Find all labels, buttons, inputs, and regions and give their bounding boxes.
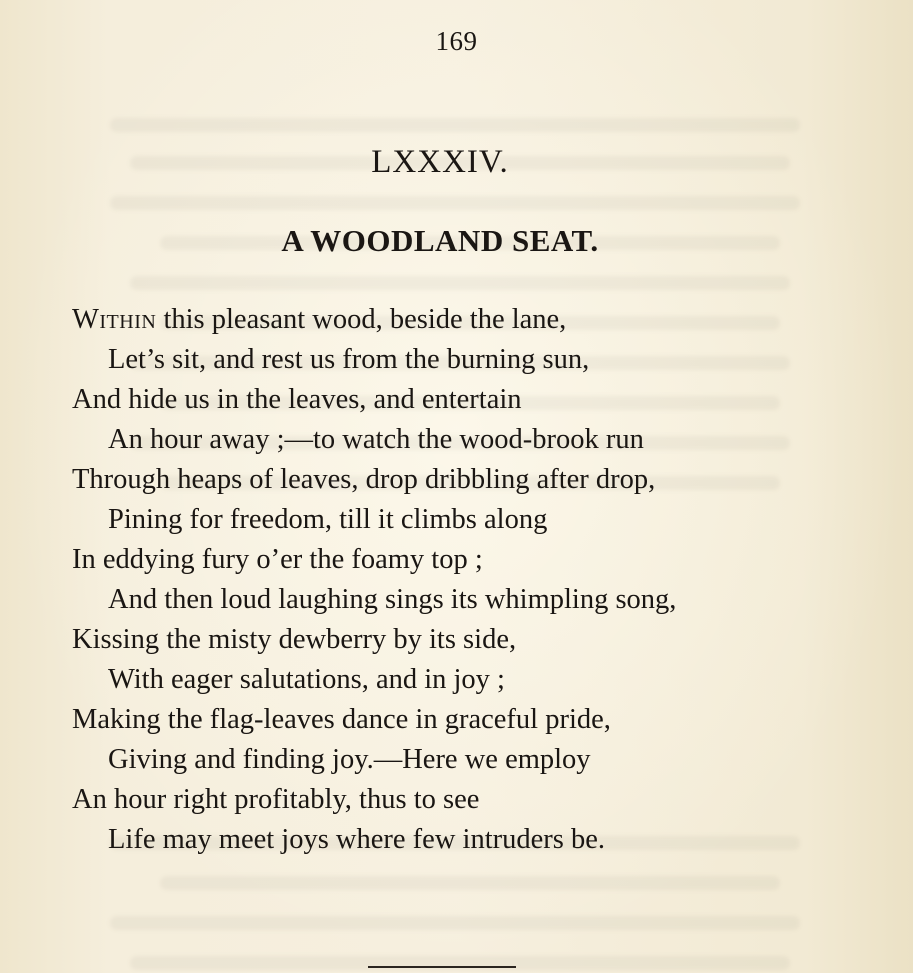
poem-line (72, 300, 892, 340)
poem-line: Pining for freedom, till it climbs along (108, 504, 548, 535)
poem-first-line-rest: this pleasant wood, beside the lane, (156, 304, 567, 335)
poem-line: Through heaps of leaves, drop dribbling after drop, (72, 464, 656, 495)
poem-line: Making the flag-leaves dance in graceful pride, (72, 704, 611, 735)
poem-line: An hour right profitably, thus to see (72, 784, 480, 815)
poem-line: And then loud laughing sings its whimpling song, (108, 584, 677, 615)
poem-line: Let’s sit, and rest us from the burning sun, (108, 344, 590, 375)
poem-title: A WOODLAND SEAT. (281, 223, 599, 258)
poem-body (72, 300, 892, 860)
poem-line: An hour away ;—to watch the wood-brook run (108, 424, 644, 455)
poem-line: With eager salutations, and in joy ; (108, 664, 505, 695)
page-number: 169 (435, 26, 478, 56)
chapter-number: LXXXIV. (371, 144, 509, 180)
poem-line: In eddying fury o’er the foamy top ; (72, 544, 483, 575)
poem-line: Life may meet joys where few intruders be. (108, 824, 605, 855)
poem-first-word: Within (72, 304, 157, 335)
poem-line: And hide us in the leaves, and entertain (72, 384, 522, 415)
section-divider-rule (368, 966, 516, 968)
poem-line: Giving and finding joy.—Here we employ (108, 744, 591, 775)
poem-line: Kissing the misty dewberry by its side, (72, 624, 517, 655)
